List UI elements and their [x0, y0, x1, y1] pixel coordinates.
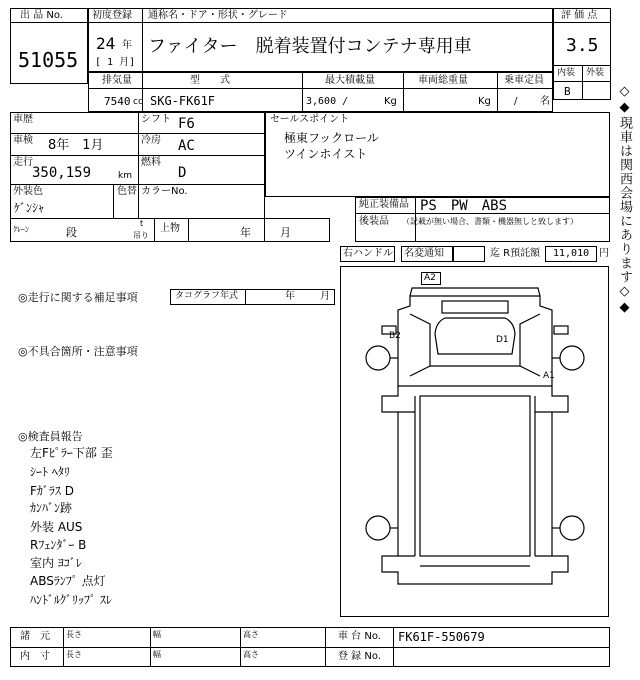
- crane-label: ｸﾚｰﾝ: [13, 225, 29, 234]
- report-line: ｶﾝﾊﾞﾝ跡: [30, 501, 73, 515]
- max-load-unit: Kg: [384, 96, 397, 107]
- tachograph-label: タコグラフ年式: [175, 291, 239, 301]
- gross-weight-unit: Kg: [478, 96, 491, 107]
- damage-mark-a1: A1: [543, 371, 555, 381]
- dimensions-label: 諸 元: [20, 631, 50, 642]
- color-no-label: カラーNo.: [141, 186, 188, 197]
- mileage-label: 走行: [13, 157, 33, 168]
- crane-t: t: [140, 219, 144, 228]
- displacement-label: 排気量: [102, 75, 132, 86]
- capacity-sep: /: [514, 96, 518, 107]
- yen-label: 円: [599, 248, 609, 259]
- location-banner-text: ◇◆現車は関西会場にあります◇◆: [617, 84, 632, 316]
- gross-weight-label: 車両総重量: [418, 75, 468, 86]
- genuine-equipment-label: 純正装備品: [359, 199, 409, 210]
- interior-length: 長さ: [66, 650, 82, 659]
- genuine-equipment-value: PS PW ABS: [420, 198, 508, 214]
- dims-height: 高さ: [243, 630, 259, 639]
- deposit-label: 迄 R預託額: [490, 248, 541, 259]
- damage-mark-d1: D1: [496, 335, 509, 345]
- history-label: 車歴: [13, 114, 33, 125]
- interior-height: 高さ: [243, 650, 259, 659]
- upper-year: 年: [240, 226, 251, 239]
- mileage-value: 350,159: [32, 165, 92, 181]
- sales-point-line1: 極東フックロール: [284, 131, 379, 145]
- capacity-label: 乗車定員: [504, 75, 544, 86]
- lot-no-label: 出 品 No.: [20, 10, 63, 21]
- report-line: Fｶﾞﾗｽ D: [30, 484, 74, 498]
- interior-width: 幅: [153, 650, 161, 659]
- first-reg-label: 初度登録: [92, 10, 132, 21]
- inspection-label: 車検: [13, 135, 33, 146]
- fuel-label: 燃料: [141, 157, 161, 168]
- interior-label: 内装: [557, 68, 576, 78]
- sales-point-label: セールスポイント: [270, 114, 350, 125]
- ac-label: 冷房: [141, 135, 161, 146]
- deposit-value: 11,010: [553, 248, 590, 259]
- name-change-label: 名変通知: [404, 248, 444, 259]
- first-reg-month: [ 1 月]: [95, 57, 136, 68]
- first-reg-year: 24: [96, 34, 116, 53]
- inspection-value: 8年 1月: [48, 138, 104, 153]
- damage-mark-a2: A2: [424, 273, 436, 283]
- ac-value: AC: [178, 138, 195, 154]
- driving-notes-label: ◎走行に関する補足事項: [18, 291, 138, 304]
- mileage-unit: km: [118, 171, 132, 181]
- exterior-label: 外装: [586, 68, 605, 78]
- first-reg-year-unit: 年: [122, 40, 132, 51]
- registration-no-label: 登 録 No.: [338, 651, 381, 662]
- lot-number: 51055: [18, 48, 79, 72]
- damage-mark-b2: B2: [389, 331, 401, 341]
- model-type: SKG-FK61F: [150, 94, 216, 108]
- shift-label: シフト: [141, 114, 171, 125]
- report-line: ABSﾗﾝﾌﾟ 点灯: [30, 574, 106, 588]
- sales-point-line2: ツインホイスト: [284, 147, 368, 161]
- report-line: Rﾌｪﾝﾀﾞｰ B: [30, 538, 87, 552]
- model-name: ファイター 脱着装置付コンテナ専用車: [148, 36, 472, 57]
- displacement-value: 7540: [104, 95, 131, 108]
- displacement-unit: cc: [133, 97, 143, 107]
- inspector-report-label: ◎検査員報告: [18, 430, 83, 443]
- crane-dan: 段: [66, 226, 77, 239]
- max-load: 3,600 /: [306, 96, 349, 107]
- crane-hang: 吊り: [133, 231, 149, 240]
- upper-label: 上物: [160, 223, 180, 234]
- tachograph-month: 月: [320, 291, 330, 302]
- chassis-no-label: 車 台 No.: [338, 631, 381, 642]
- chassis-no: FK61F-550679: [398, 630, 485, 644]
- color-change-label: 色替: [117, 186, 137, 197]
- report-line: 室内 ﾖｺﾞﾚ: [30, 556, 82, 570]
- fuel-value: D: [178, 165, 187, 181]
- dims-length: 長さ: [66, 630, 82, 639]
- color-value: ｹﾞﾝｼｬ: [14, 201, 45, 215]
- type-label: 型 式: [190, 75, 230, 86]
- report-line: 左Fﾋﾟﾗｰ下部 歪: [30, 446, 113, 460]
- rating-label: 評 価 点: [561, 10, 598, 21]
- upper-month: 月: [280, 226, 291, 239]
- aftermarket-label: 後装品: [359, 216, 389, 227]
- interior-grade: B: [564, 85, 571, 98]
- report-line: ﾊﾝﾄﾞﾙｸﾞﾘｯﾌﾟ ｽﾚ: [30, 593, 112, 607]
- tachograph-year: 年: [285, 291, 295, 302]
- interior-dims-label: 内 寸: [20, 651, 50, 662]
- rhd-label: 右ハンドル: [343, 248, 393, 259]
- model-name-label: 通称名・ドア・形状・グレード: [148, 10, 288, 21]
- dims-width: 幅: [153, 630, 161, 639]
- name-change-box: [453, 246, 485, 262]
- report-line: 外装 AUS: [30, 520, 83, 534]
- aftermarket-note: （記載が無い場合、書類・機器無しと致します）: [402, 217, 578, 226]
- rating-score: 3.5: [566, 35, 599, 56]
- report-line: ｼｰﾄ ﾍﾀﾘ: [30, 465, 70, 479]
- shift-value: F6: [178, 116, 195, 132]
- defects-label: ◎不具合箇所・注意事項: [18, 345, 138, 358]
- truck-diagram: [340, 266, 609, 617]
- color-label: 外装色: [13, 186, 43, 197]
- capacity-unit: 名: [540, 96, 550, 107]
- max-load-label: 最大積載量: [325, 75, 375, 86]
